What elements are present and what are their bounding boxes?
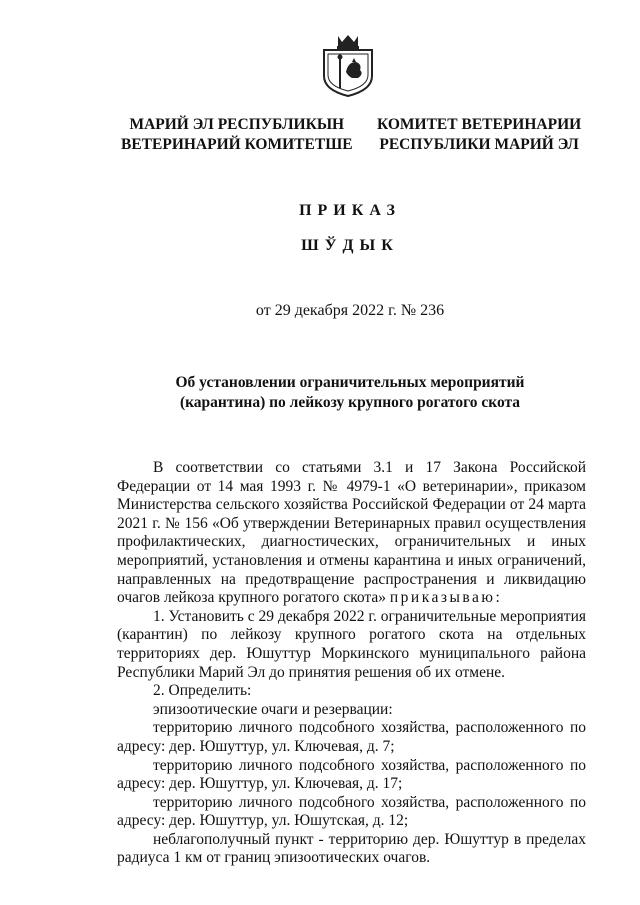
order-word: приказываю: bbox=[389, 589, 503, 607]
focus-item-1: территорию личного подсобного хозяйства, расположенного по адресу: дер. Юшуттур, ул. Ключевая, д. 7; bbox=[117, 719, 586, 755]
intro-paragraph bbox=[117, 459, 586, 608]
header-right-line1: КОМИТЕТ ВЕТЕРИНАРИИ bbox=[377, 116, 582, 133]
date-number-line: от 29 декабря 2022 г. № 236 bbox=[255, 302, 445, 319]
header-right-block bbox=[377, 115, 581, 155]
header-left-line2: ВЕТЕРИНАРИЙ КОМИТЕТШЕ bbox=[121, 136, 353, 153]
document-title-alt: ШЎДЫК bbox=[301, 237, 399, 254]
document-body bbox=[117, 459, 586, 868]
subject-line1: Об установлении ограничительных мероприятий bbox=[175, 374, 525, 391]
item-2-subheading: эпизоотические очаги и резервации: bbox=[153, 700, 393, 718]
focus-item-3: территорию личного подсобного хозяйства, расположенного по адресу: дер. Юшуттур, ул. Юшутская, д. 12; bbox=[117, 793, 586, 830]
document-title: ПРИКАЗ bbox=[299, 202, 401, 219]
header-right-line2: РЕСПУБЛИКИ МАРИЙ ЭЛ bbox=[379, 136, 579, 153]
intro-text: В соответствии со статьями 3.1 и 17 Закона Российской Федерации от 14 мая 1993 г. № 4979-1 «О ветеринарии», приказом Министерства сельского хозяйства Российской Федерации от 24 марта 2021 г. № 156 «Об утверждении Ветеринарных правил осуществления профилактических, диагностических, ограничительных и иных мероприятий, установления и отмены карантина и иных ограничений, направленных на предотвращение распространения и ликвидацию очагов лейкоза крупного рогатого скота» bbox=[117, 459, 586, 607]
coat-of-arms-emblem bbox=[318, 32, 378, 98]
header-left-line1: МАРИЙ ЭЛ РЕСПУБЛИКЫН bbox=[129, 116, 345, 133]
subject-heading bbox=[0, 373, 640, 413]
unfavorable-point-paragraph: неблагополучный пункт - территорию дер. Юшуттур в пределах радиуса 1 км от границ эпизоотических очагов. bbox=[117, 830, 586, 867]
item-2-paragraph: 2. Определить: bbox=[153, 682, 252, 700]
item-1-paragraph: 1. Установить с 29 декабря 2022 г. ограничительные мероприятия (карантин) по лейкозу крупного рогатого скота на отдельных территориях дер. Юшуттур Моркинского муниципального района Республики Марий Эл до принятия решения об их отмене. bbox=[117, 607, 586, 681]
focus-item-2: территорию личного подсобного хозяйства, расположенного по адресу: дер. Юшуттур, ул. Ключевая, д. 17; bbox=[117, 756, 586, 793]
subject-line2: (карантина) по лейкозу крупного рогатого скота bbox=[179, 394, 521, 411]
header-left-block bbox=[121, 115, 353, 155]
